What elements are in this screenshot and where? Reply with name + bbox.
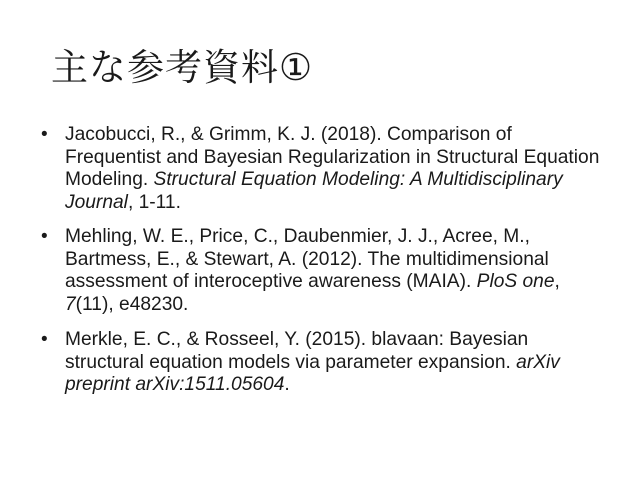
reference-issue-pages: (11), e48230. [75,293,189,315]
reference-item-mehling [41,226,601,316]
reference-citation: Mehling, W. E., Price, C., Daubenmier, J. J., Acree, M., Bartmess, E., & Stewart, A. (2012). The multidimensional assessment of interoceptive awareness (MAIA). [65,226,549,292]
reference-separator: , [554,271,560,292]
reference-journal: arXiv preprint arXiv:1511.05604 [65,351,560,395]
reference-list [41,124,601,409]
reference-volume: 7 [65,293,76,315]
reference-journal: Structural Equation Modeling: A Multidisciplinary Journal [65,169,563,213]
reference-end: . [284,374,290,395]
reference-item-merkle [41,329,601,397]
reference-pages: , 1-11. [127,191,181,213]
reference-citation: Jacobucci, R., & Grimm, K. J. (2018). Comparison of Frequentist and Bayesian Regularization in Structural Equation Modeling. [65,124,600,190]
reference-journal: PloS one [476,271,555,292]
reference-citation: Merkle, E. C., & Rosseel, Y. (2015). blavaan: Bayesian structural equation models via parameter expansion. [65,329,529,373]
bullet-marker: • [41,329,48,350]
bullet-marker: • [41,124,48,145]
reference-item-jacobucci [41,124,601,214]
slide-title: 主な参考資料① [51,46,314,89]
bullet-marker: • [41,226,48,247]
